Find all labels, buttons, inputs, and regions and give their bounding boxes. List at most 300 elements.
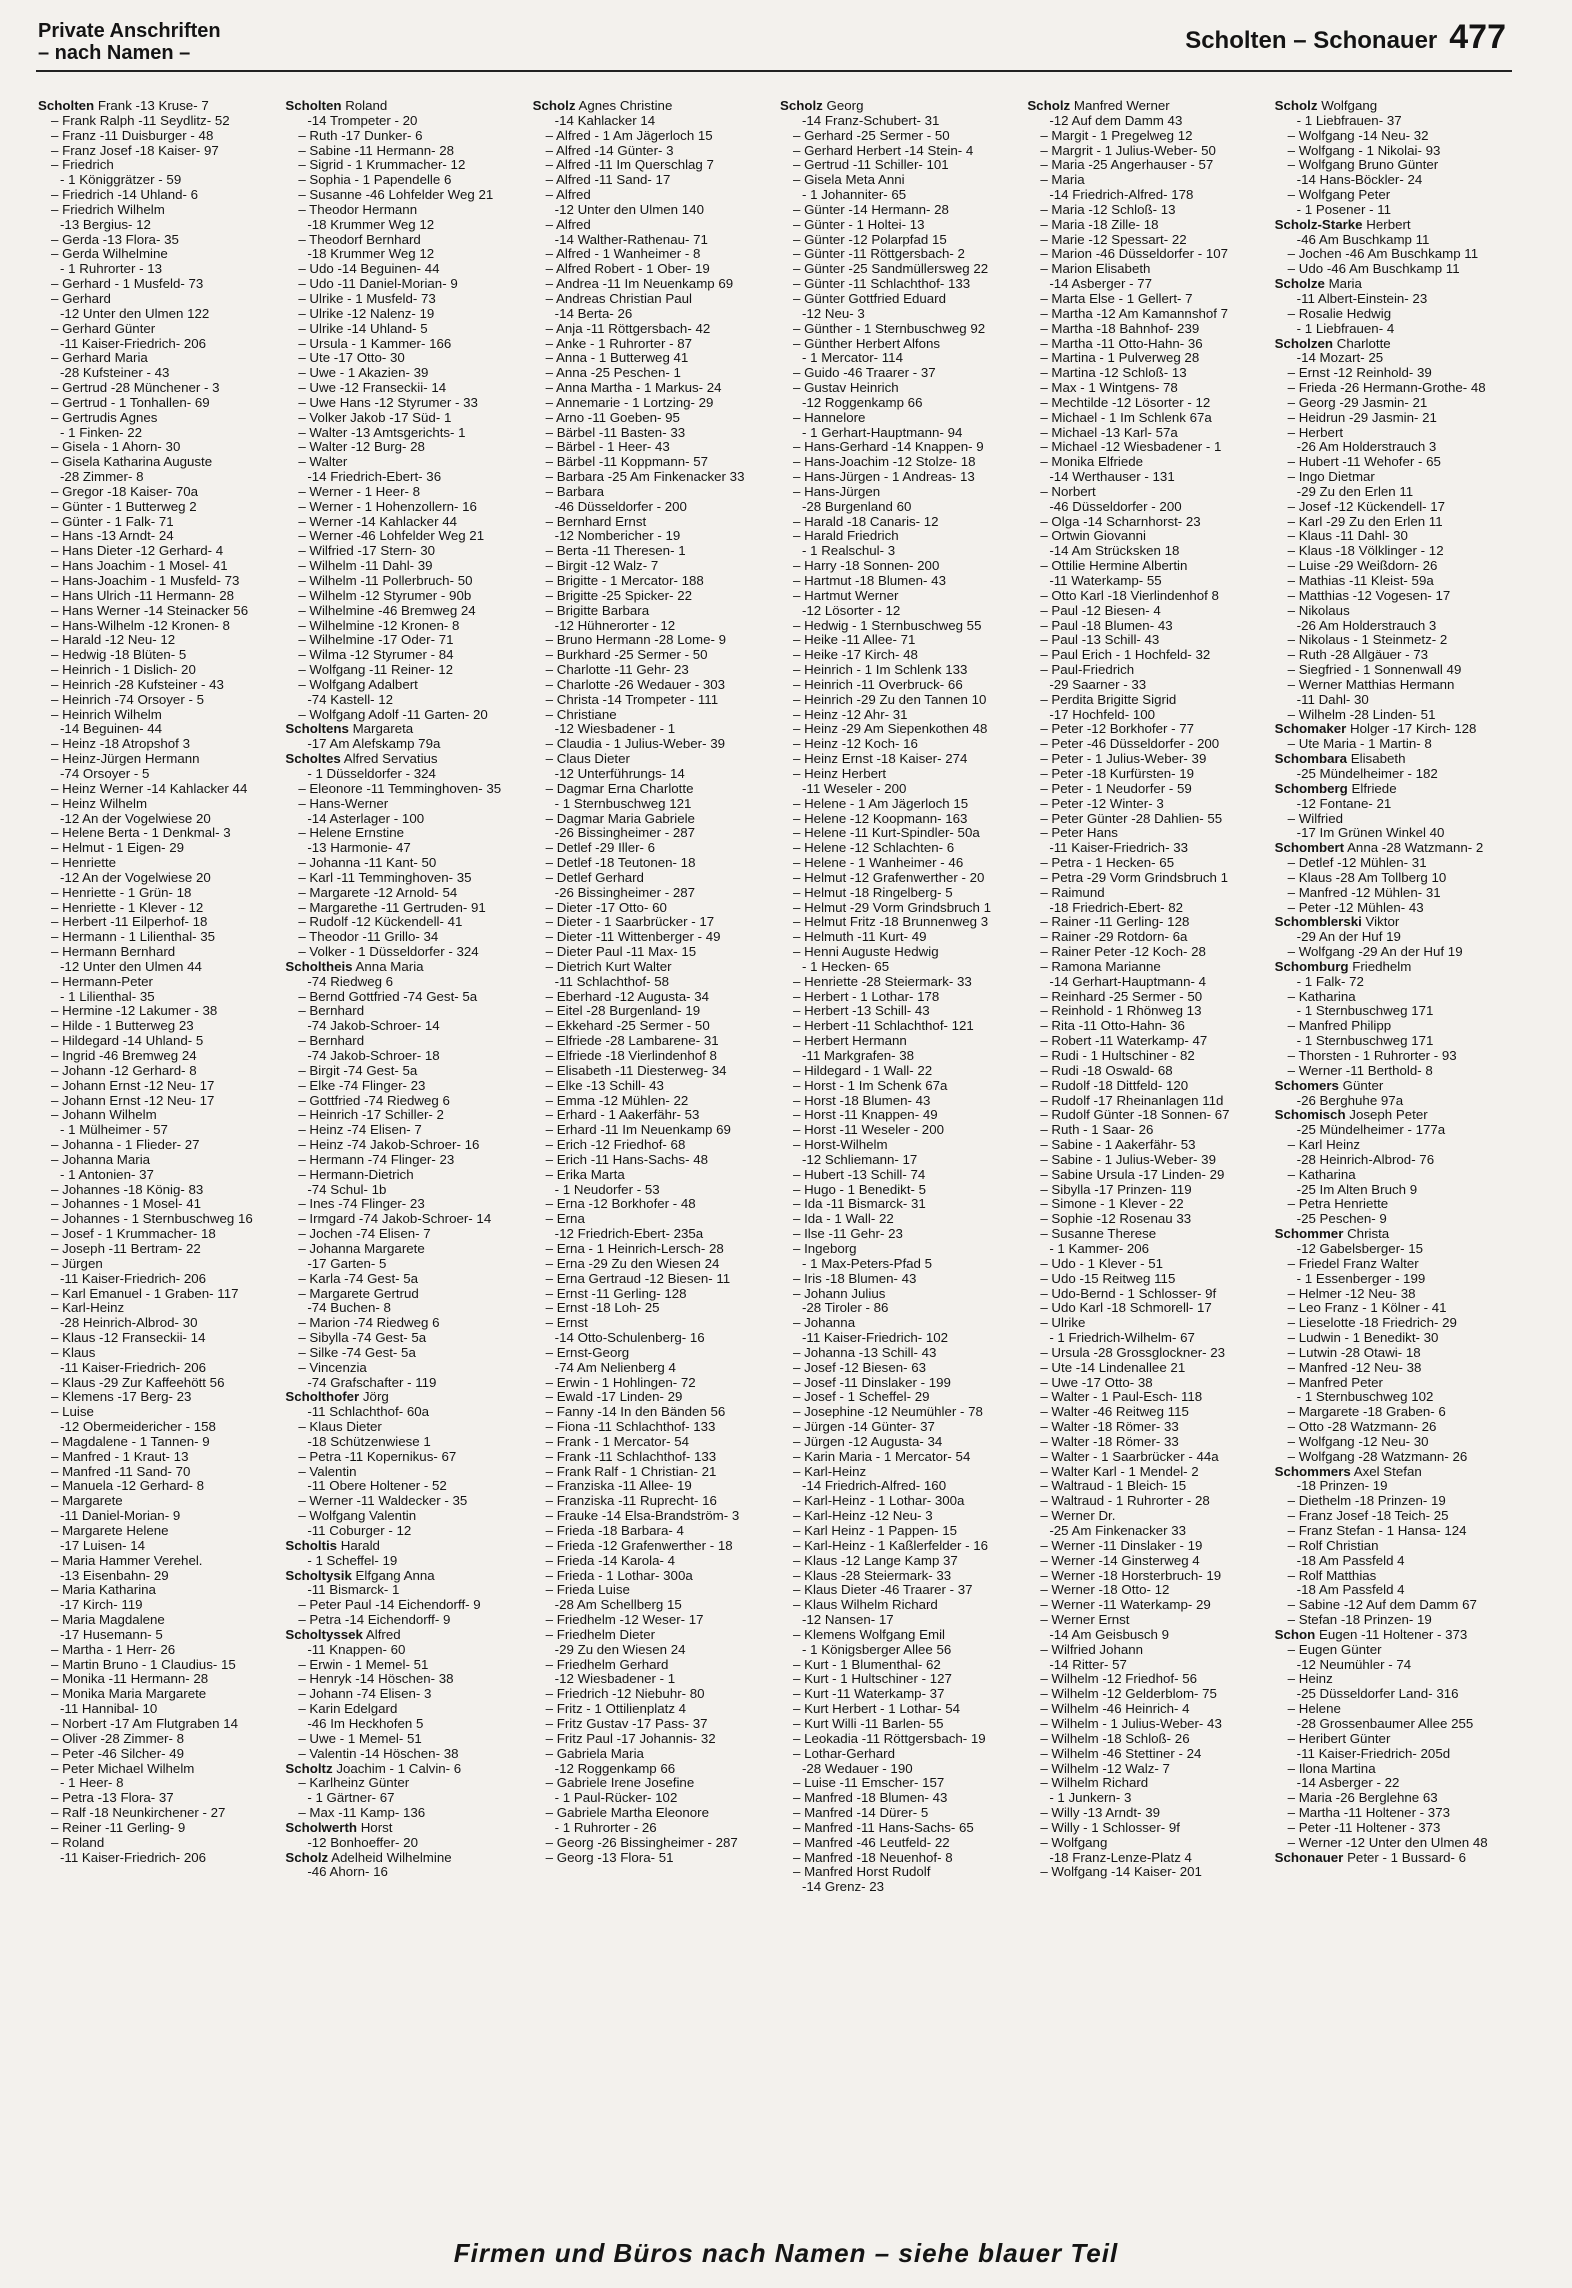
page-number: 477	[1449, 18, 1506, 56]
address-continuation-line: -11 Schlachthof- 58	[554, 973, 669, 989]
entry-line: – Rainer -29 Rotdorn- 6a	[1040, 929, 1188, 945]
entry-line: – Barbara -25 Am Finkenacker 33	[545, 469, 745, 485]
entry-line: – Wilhelm -46 Heinrich- 4	[1040, 1701, 1190, 1717]
entry-line: – Mechtilde -12 Lösorter - 12	[1040, 394, 1211, 410]
entry-line: – Rudolf -18 Dittfeld- 120	[1040, 1077, 1189, 1093]
entry-line: – Günter - 1 Butterweg 2	[51, 498, 197, 514]
entry-line: – Christa -14 Trompeter - 111	[545, 691, 719, 707]
entry-line: – Uwe -17 Otto- 38	[1040, 1374, 1153, 1390]
page-header-left	[38, 20, 221, 64]
entry-line: – Erich -12 Friedhof- 68	[545, 1137, 686, 1153]
entry-line: – Manfred -11 Hans-Sachs- 65	[792, 1819, 974, 1835]
entry-line: – Franz -11 Duisburger - 48	[51, 127, 214, 143]
entry-line: – Helmut - 1 Eigen- 29	[51, 840, 185, 856]
entry-line: – Georg -29 Jasmin- 21	[1287, 394, 1428, 410]
entry-line: – Jürgen -12 Augusta- 34	[792, 1433, 943, 1449]
entry-headword-line	[533, 99, 772, 114]
entry-line: – Georg -13 Flora- 51	[545, 1849, 674, 1865]
entry-line: – Karl Emanuel - 1 Graben- 117	[51, 1285, 239, 1301]
entry-line: – Vincenzia	[298, 1359, 367, 1375]
address-continuation-line: - 1 Königgrätzer - 59	[60, 172, 182, 188]
entry-line: – Ludwin - 1 Benedikt- 30	[1287, 1330, 1439, 1346]
entry-line: – Katharina	[1287, 988, 1356, 1004]
entry-line: – Katharina	[1287, 1166, 1356, 1182]
address-continuation-line: -11 Kaiser-Friedrich- 205d	[1296, 1745, 1451, 1761]
entry-line: – Fiona -11 Schlachthof- 133	[545, 1419, 716, 1435]
entry-line: – Friedhelm Dieter	[545, 1626, 656, 1642]
entry-line: – Erna - 1 Heinrich-Lersch- 28	[545, 1240, 724, 1256]
entry-line: – Klemens Wolfgang Emil	[792, 1626, 945, 1642]
entry-line: – Nikolaus	[1287, 602, 1350, 618]
entry-line: – Reinhold - 1 Rhönweg 13	[1040, 1003, 1202, 1019]
surname-heading: Scholz	[285, 1849, 329, 1865]
entry-line: – Sabine Ursula -17 Linden- 29	[1040, 1166, 1225, 1182]
entry-line: – Dieter -17 Otto- 60	[545, 899, 667, 915]
entry-line: – Erna	[545, 1211, 585, 1227]
entry-line: – Ulrike	[1040, 1315, 1086, 1331]
address-continuation-line: -14 Ritter- 57	[1049, 1656, 1127, 1672]
address-continuation-line: -12 Fontane- 21	[1296, 795, 1392, 811]
address-continuation-line: -74 Jakob-Schroer- 18	[307, 1048, 440, 1063]
entry-line: – Josef - 1 Krummacher- 18	[51, 1226, 216, 1242]
entry-text: Adelheid Wilhelmine	[331, 1849, 452, 1865]
entry-line: – Petra -11 Kopernikus- 67	[298, 1448, 457, 1464]
entry-text: Christa	[1347, 1226, 1390, 1242]
address-continuation-line: -12 Lösorter - 12	[801, 602, 901, 618]
directory-column-5	[1027, 99, 1266, 2229]
entry-line: – Johannes - 1 Sternbuschweg 16	[51, 1211, 253, 1227]
entry-line: – Volker Jakob -17 Süd- 1	[298, 409, 452, 425]
entry-line: – Elke -74 Flinger- 23	[298, 1077, 426, 1093]
entry-line: – Heribert Günter	[1287, 1730, 1391, 1746]
surname-heading: Scholtens	[285, 721, 349, 737]
entry-line: – Friedrich -12 Niebuhr- 80	[545, 1686, 705, 1702]
address-continuation-line: -26 Bissingheimer - 287	[554, 825, 696, 841]
entry-line: – Henryk -14 Höschen- 38	[298, 1671, 454, 1687]
entry-line: – Harald Friedrich	[792, 528, 899, 544]
entry-line: – Hans-Jürgen - 1 Andreas- 13	[792, 469, 975, 485]
entry-line: – Hugo - 1 Benedikt- 5	[792, 1181, 927, 1197]
entry-line: – Karl-Heinz - 1 Lothar- 300a	[792, 1493, 965, 1509]
entry-line: – Klaus -12 Franseckii- 14	[51, 1330, 206, 1346]
entry-line: – Andrea -11 Im Neuenkamp 69	[545, 276, 734, 292]
entry-line: – Wolfgang -28 Watzmann- 26	[1287, 1448, 1468, 1464]
entry-line: – Helene -12 Koopmann- 163	[792, 810, 968, 826]
entry-line: – Peter -12 Mühlen- 43	[1287, 899, 1424, 915]
entry-line: – Gertrud -11 Schiller- 101	[792, 157, 949, 173]
entry-line: – Peter -46 Silcher- 49	[51, 1745, 185, 1761]
address-continuation-line: -13 Eisenbahn- 29	[60, 1567, 169, 1583]
address-continuation-line: - 1 Königsberger Allee 56	[801, 1641, 952, 1657]
entry-line: – Wolfgang -14 Kaiser- 201	[1040, 1864, 1202, 1880]
address-continuation-line: -18 Prinzen- 19	[1296, 1478, 1388, 1494]
entry-line: – Lieselotte -18 Friedrich- 29	[1287, 1315, 1457, 1331]
entry-line: – Heinrich - 1 Dislich- 20	[51, 662, 196, 678]
entry-line: – Martina - 1 Pulverweg 28	[1040, 350, 1200, 366]
entry-line: – Hans Werner -14 Steinacker 56	[51, 602, 249, 618]
entry-line: – Uwe Hans -12 Styrumer - 33	[298, 394, 478, 410]
address-continuation-line: -12 Schliemann- 17	[801, 1151, 918, 1167]
entry-line: – Luise	[51, 1404, 94, 1420]
entry-line: – Werner - 1 Heer- 8	[298, 483, 421, 499]
entry-line: – Udo -15 Reitweg 115	[1040, 1270, 1176, 1286]
entry-line: – Bernhard	[298, 1033, 365, 1049]
entry-line: – Peter -12 Borkhofer - 77	[1040, 721, 1195, 737]
address-continuation-line: -14 Am Strücksken 18	[1049, 543, 1180, 559]
entry-line: – Heinrich -74 Orsoyer - 5	[51, 691, 204, 707]
entry-line: – Bärbel -11 Basten- 33	[545, 424, 686, 440]
entry-line: – Helene -12 Schlachten- 6	[792, 840, 955, 856]
entry-line: – Wolfgang Bruno Günter	[1287, 157, 1439, 173]
entry-line: – Manfred Horst Rudolf	[792, 1864, 931, 1880]
address-continuation-line: -11 Schlachthof- 60a	[307, 1404, 430, 1420]
entry-line: – Gisela Meta Anni	[792, 172, 905, 188]
entry-line: – Hermann-Peter	[51, 973, 153, 989]
entry-line: – Erwin - 1 Memel- 51	[298, 1656, 429, 1672]
entry-line: – Ernst -12 Reinhold- 39	[1287, 365, 1432, 381]
entry-line: – Gregor -18 Kaiser- 70a	[51, 483, 199, 499]
entry-line: – Elfriede -18 Vierlindenhof 8	[545, 1048, 717, 1063]
entry-line: – Gertrudis Agnes	[51, 409, 158, 425]
entry-line: – Horst -11 Knappen- 49	[792, 1107, 938, 1123]
entry-text: Peter - 1 Bussard- 6	[1347, 1849, 1467, 1865]
address-continuation-line: -11 Obere Holtener - 52	[307, 1478, 447, 1494]
entry-line: – Birgit -12 Walz- 7	[545, 558, 659, 574]
entry-line: – Paul -13 Schill- 43	[1040, 632, 1160, 648]
entry-line: – Klaus -29 Zur Kaffeehött 56	[51, 1374, 225, 1390]
entry-line: – Gerhard Herbert -14 Stein- 4	[792, 142, 974, 158]
address-continuation-line: -29 Zu den Erlen 11	[1296, 483, 1414, 499]
entry-line: – Wilhelmine -46 Bremweg 24	[298, 602, 476, 618]
entry-line: – Herbert	[1287, 424, 1344, 440]
entry-line: – Ulrike -12 Nalenz- 19	[298, 305, 435, 321]
address-continuation-line: -14 Berta- 26	[554, 305, 633, 321]
surname-heading: Schomers	[1274, 1077, 1339, 1093]
entry-line: – Frank - 1 Mercator- 54	[545, 1433, 690, 1449]
entry-line: – Peter Michael Wilhelm	[51, 1760, 195, 1776]
address-continuation-line: -74 Orsoyer - 5	[60, 765, 150, 781]
entry-line: – Manfred Peter	[1287, 1374, 1383, 1390]
entry-line: – Udo Karl -18 Schmorell- 17	[1040, 1300, 1212, 1316]
entry-line: – Harry -18 Sonnen- 200	[792, 558, 940, 574]
address-continuation-line: -14 Asberger - 77	[1049, 276, 1153, 292]
entry-line: – Heinz Wilhelm	[51, 795, 148, 811]
entry-line: – Heinz -18 Atropshof 3	[51, 736, 190, 752]
entry-line: – Maria Katharina	[51, 1582, 156, 1598]
entry-line: – Peter - 1 Julius-Weber- 39	[1040, 751, 1207, 767]
entry-line: – Ernst	[545, 1315, 588, 1331]
entry-line: – Bernhard Ernst	[545, 513, 647, 529]
entry-line: – Josef -12 Kückendell- 17	[1287, 498, 1446, 514]
entry-line: – Anna - 1 Butterweg 41	[545, 350, 689, 366]
address-continuation-line: -14 Friedrich-Alfred- 160	[801, 1478, 947, 1494]
address-continuation-line: - 1 Sternbuschweg 102	[1296, 1389, 1434, 1405]
address-continuation-line: -14 Walther-Rathenau- 71	[554, 231, 708, 247]
entry-line: – Hans-Gerhard -14 Knappen- 9	[792, 439, 984, 455]
entry-line: – Werner -11 Berthold- 8	[1287, 1062, 1433, 1078]
address-continuation-line: -14 Trompeter - 20	[307, 112, 418, 128]
entry-line: – Berta -11 Theresen- 1	[545, 543, 686, 559]
entry-line: – Frieda - 1 Lothar- 300a	[545, 1567, 693, 1583]
entry-line: – Irmgard -74 Jakob-Schroer- 14	[298, 1211, 492, 1227]
entry-headword-line	[1275, 1079, 1514, 1094]
entry-text: Günter	[1342, 1077, 1384, 1093]
entry-line: – Manfred -12 Mühlen- 31	[1287, 884, 1441, 900]
entry-line: – Marion -46 Düsseldorfer - 107	[1040, 246, 1229, 262]
entry-line: – Udo -46 Am Buschkamp 11	[1287, 261, 1460, 277]
address-continuation-line: -11 Daniel-Morian- 9	[60, 1508, 181, 1524]
entry-line: – Leokadia -11 Röttgersbach- 19	[792, 1730, 986, 1746]
entry-line: – Erhard - 1 Aakerfähr- 53	[545, 1107, 700, 1123]
entry-line: – Otto Karl -18 Vierlindenhof 8	[1040, 587, 1219, 603]
entry-line: – Willy -13 Arndt- 39	[1040, 1805, 1161, 1821]
entry-line: – Wilhelmine -17 Oder- 71	[298, 632, 454, 648]
entry-line: – Alfred - 1 Am Jägerloch 15	[545, 127, 713, 143]
entry-line: – Elisabeth -11 Diesterweg- 34	[545, 1062, 727, 1078]
entry-line: – Georg -26 Bissingheimer - 287	[545, 1834, 738, 1850]
entry-line: – Werner -14 Ginsterweg 4	[1040, 1552, 1200, 1568]
entry-line: – Werner Ernst	[1040, 1612, 1130, 1628]
entry-line: – Brigitte - 1 Mercator- 188	[545, 573, 704, 588]
entry-line: – Detlef -29 Iller- 6	[545, 840, 656, 856]
address-continuation-line: -14 Grenz- 23	[801, 1879, 885, 1895]
address-continuation-line: - 1 Gärtner- 67	[307, 1790, 395, 1806]
entry-text: Alfred Servatius	[343, 751, 438, 767]
entry-line: – Wilhelm -12 Styrumer - 90b	[298, 587, 472, 603]
address-continuation-line: -25 Mündelheimer - 182	[1296, 765, 1438, 781]
entry-line: – Heinrich -28 Kufsteiner - 43	[51, 676, 224, 692]
address-continuation-line: -14 Werthauser - 131	[1049, 469, 1175, 485]
entry-line: – Martha -18 Bahnhof- 239	[1040, 320, 1200, 336]
entry-line: – Margarete Helene	[51, 1523, 169, 1538]
surname-heading: Schonauer	[1274, 1849, 1344, 1865]
entry-line: – Horst -18 Blumen- 43	[792, 1092, 931, 1108]
entry-line: – Helmer -12 Neu- 38	[1287, 1285, 1416, 1301]
entry-headword-line	[285, 960, 524, 975]
entry-line: – Karl -11 Temminghoven- 35	[298, 869, 472, 885]
entry-line: – Wilhelm -12 Walz- 7	[1040, 1760, 1170, 1776]
entry-line: – Karlheinz Günter	[298, 1775, 410, 1791]
entry-line: – Margarethe -11 Gertruden- 91	[298, 899, 486, 915]
entry-line: – Detlef Gerhard	[545, 869, 644, 885]
entry-line: – Helmut -18 Ringelberg- 5	[792, 884, 953, 900]
entry-line: – Kurt Herbert - 1 Lothar- 54	[792, 1701, 961, 1717]
address-continuation-line: -12 Wiesbadener - 1	[554, 721, 676, 737]
entry-line: – Günter -11 Schlachthof- 133	[792, 276, 971, 292]
entry-line: – Gottfried -74 Riedweg 6	[298, 1092, 450, 1108]
entry-line: – Ruth -28 Allgäuer - 73	[1287, 647, 1429, 663]
entry-line: – Johann Ernst -12 Neu- 17	[51, 1077, 215, 1093]
entry-line: – Karl Heinz - 1 Pappen- 15	[792, 1523, 958, 1538]
footer-note: Firmen und Büros nach Namen – siehe blauer Teil	[453, 2238, 1119, 2268]
entry-line: – Walter -46 Reitweg 115	[1040, 1404, 1189, 1420]
address-continuation-line: -12 Neu- 3	[801, 305, 865, 321]
entry-line: – Herbert -13 Schill- 43	[792, 1003, 930, 1019]
entry-line: – Werner -12 Unter den Ulmen 48	[1287, 1834, 1488, 1850]
entry-line: – Detlef -12 Mühlen- 31	[1287, 855, 1427, 871]
entry-line: – Heinrich -17 Schiller- 2	[298, 1107, 444, 1123]
entry-line: – Gerhard	[51, 290, 111, 306]
directory-column-1	[38, 99, 277, 2229]
entry-line: – Hilde - 1 Butterweg 23	[51, 1018, 194, 1034]
entry-line: – Udo-Bernd - 1 Schlosser- 9f	[1040, 1285, 1217, 1301]
entry-line: – Maria Hammer Verehel.	[51, 1552, 203, 1568]
entry-line: – Wilfried	[1287, 810, 1344, 826]
entry-line: – Maria -12 Schloß- 13	[1040, 201, 1176, 217]
entry-line: – Ekkehard -25 Sermer - 50	[545, 1018, 710, 1034]
address-continuation-line: -12 Roggenkamp 66	[801, 394, 923, 410]
surname-heading: Scholz	[779, 99, 823, 113]
entry-line: – Werner -46 Lohfelder Weg 21	[298, 528, 485, 544]
entry-headword-line	[1275, 915, 1514, 930]
entry-line: – Johann Julius	[792, 1285, 886, 1301]
entry-line: – Diethelm -18 Prinzen- 19	[1287, 1493, 1446, 1509]
entry-line: – Manfred -14 Dürer- 5	[792, 1805, 929, 1821]
entry-line: – Valentin	[298, 1463, 357, 1479]
entry-line: – Werner -11 Dinslaker - 19	[1040, 1537, 1203, 1553]
entry-line: – Ilse -11 Gehr- 23	[792, 1226, 903, 1242]
entry-line: – Hildegard - 1 Wall- 22	[792, 1062, 933, 1078]
entry-line: – Martha - 1 Herr- 26	[51, 1641, 176, 1657]
entry-line: – Wilhelm -46 Stettiner - 24	[1040, 1745, 1202, 1761]
address-continuation-line: -25 Am Finkenacker 33	[1049, 1523, 1187, 1538]
entry-line: – Rainer Peter -12 Koch- 28	[1040, 944, 1206, 960]
entry-line: – Wilhelm -12 Friedhof- 56	[1040, 1671, 1197, 1687]
address-continuation-line: -17 Im Grünen Winkel 40	[1296, 825, 1445, 841]
entry-line: – Gabriele Martha Eleonore	[545, 1805, 710, 1821]
entry-line: – Maria Magdalene	[51, 1612, 165, 1628]
surname-heading: Scholtis	[285, 1537, 338, 1553]
entry-line: – Manfred -46 Leutfeld- 22	[792, 1834, 950, 1850]
surname-heading: Schomburg	[1274, 958, 1349, 974]
address-continuation-line: - 1 Ruhrorter - 26	[554, 1819, 657, 1835]
directory-columns	[38, 99, 1514, 2229]
entry-line: – Rudolf Günter -18 Sonnen- 67	[1040, 1107, 1230, 1123]
entry-line: – Hermann -74 Flinger- 23	[298, 1151, 455, 1167]
entry-line: – Kurt -11 Waterkamp- 37	[792, 1686, 945, 1702]
entry-line: – Luise -11 Emscher- 157	[792, 1775, 945, 1791]
entry-headword-line	[1275, 752, 1514, 767]
entry-line: – Magdalene - 1 Tannen- 9	[51, 1433, 210, 1449]
entry-line: – Claus Dieter	[545, 751, 630, 767]
entry-line: – Martin Bruno - 1 Claudius- 15	[51, 1656, 236, 1672]
page-header-right	[1185, 18, 1506, 57]
entry-line: – Theodorf Bernhard	[298, 231, 421, 247]
entry-line: – Franziska -11 Allee- 19	[545, 1478, 692, 1494]
entry-line: – Friedrich -14 Uhland- 6	[51, 187, 199, 203]
entry-line: – Sibylla -17 Prinzen- 119	[1040, 1181, 1192, 1197]
entry-line: – Kurt - 1 Hultschiner - 127	[792, 1671, 952, 1687]
entry-line: – Wolfgang Adolf -11 Garten- 20	[298, 706, 488, 722]
address-continuation-line: -18 Friedrich-Ebert- 82	[1049, 899, 1184, 915]
entry-line: – Manuela -12 Gerhard- 8	[51, 1478, 204, 1494]
entry-line: – Klaus -11 Dahl- 30	[1287, 528, 1408, 544]
address-continuation-line: - 1 Realschul- 3	[801, 543, 896, 559]
entry-line: – Franz Stefan - 1 Hansa- 124	[1287, 1523, 1467, 1538]
entry-line: – Günther - 1 Sternbuschweg 92	[792, 320, 986, 336]
entry-line: – Sabine -12 Auf dem Damm 67	[1287, 1597, 1477, 1613]
entry-line: – Marion -74 Riedweg 6	[298, 1315, 440, 1331]
address-continuation-line: -14 Mozart- 25	[1296, 350, 1384, 366]
entry-line: – Monika -11 Hermann- 28	[51, 1671, 209, 1687]
entry-line: – Hans Dieter -12 Gerhard- 4	[51, 543, 224, 559]
entry-line: – Charlotte -26 Wedauer - 303	[545, 676, 726, 692]
entry-line: – Josef -11 Dinslaker - 199	[792, 1374, 951, 1390]
entry-line: – Heinz Ernst -18 Kaiser- 274	[792, 751, 968, 767]
entry-line: – Theodor -11 Grillo- 34	[298, 929, 439, 945]
entry-line: – Johanna - 1 Flieder- 27	[51, 1137, 200, 1153]
entry-line: – Eugen Günter	[1287, 1641, 1382, 1657]
address-continuation-line: -74 Kastell- 12	[307, 691, 394, 707]
entry-line: – Bruno Hermann -28 Lome- 9	[545, 632, 726, 648]
entry-line: – Günter Gottfried Eduard	[792, 290, 946, 306]
address-continuation-line: -28 Heinrich-Albrod- 30	[60, 1315, 198, 1331]
entry-line: – Erika Marta	[545, 1166, 625, 1182]
entry-line: – Jochen -74 Elisen- 7	[298, 1226, 431, 1242]
entry-line: – Martha -11 Otto-Hahn- 36	[1040, 335, 1203, 351]
entry-headword-line	[1275, 1628, 1514, 1643]
entry-line: – Manfred - 1 Kraut- 13	[51, 1448, 189, 1464]
entry-line: – Alfred	[545, 216, 591, 232]
address-continuation-line: -12 Friedrich-Ebert- 235a	[554, 1226, 704, 1242]
entry-line: – Ursula -28 Grossglockner- 23	[1040, 1344, 1226, 1360]
surname-heading: Schommers	[1274, 1463, 1351, 1479]
entry-line: – Valentin -14 Höschen- 38	[298, 1745, 459, 1761]
entry-line: – Heinrich - 1 Im Schlenk 133	[792, 662, 968, 678]
address-continuation-line: -11 Kaiser-Friedrich- 33	[1049, 840, 1188, 856]
entry-line: – Petra -29 Vorm Grindsbruch 1	[1040, 869, 1229, 885]
address-continuation-line: -11 Waterkamp- 55	[1049, 573, 1162, 588]
entry-line: – Hermann Bernhard	[51, 944, 176, 960]
entry-line: – Helene - 1 Am Jägerloch 15	[792, 795, 969, 811]
address-continuation-line: -17 Luisen- 14	[60, 1537, 146, 1553]
entry-line: – Johann Ernst -12 Neu- 17	[51, 1092, 215, 1108]
surname-heading: Scholwerth	[285, 1819, 357, 1835]
entry-line: – Heidrun -29 Jasmin- 21	[1287, 409, 1437, 425]
entry-line: – Dieter -11 Wittenberger - 49	[545, 929, 721, 945]
entry-line: – Hildegard -14 Uhland- 5	[51, 1033, 204, 1049]
entry-line: – Klaus	[51, 1344, 96, 1360]
entry-line: – Frieda -12 Grafenwerther - 18	[545, 1537, 733, 1553]
address-continuation-line: -12 Obermeidericher - 158	[60, 1419, 216, 1435]
entry-line: – Hartmut -18 Blumen- 43	[792, 573, 946, 588]
address-continuation-line: - 1 Essenberger - 199	[1296, 1270, 1426, 1286]
entry-line: – Otto -28 Watzmann- 26	[1287, 1419, 1437, 1435]
entry-line: – Marie -12 Spessart- 22	[1040, 231, 1187, 247]
entry-headword-line	[285, 1539, 524, 1554]
address-continuation-line: - 1 Mülheimer - 57	[60, 1122, 168, 1138]
entry-line: – Ralf -18 Neunkirchener - 27	[51, 1805, 226, 1821]
entry-line: – Ewald -17 Linden- 29	[545, 1389, 683, 1405]
entry-line: – Werner -11 Waterkamp- 29	[1040, 1597, 1211, 1613]
entry-line: – Gerhard - 1 Musfeld- 73	[51, 276, 204, 292]
entry-line: – Klaus -28 Am Tollberg 10	[1287, 869, 1447, 885]
entry-line: – Margit - 1 Pregelweg 12	[1040, 127, 1193, 143]
entry-line: – Dagmar Erna Charlotte	[545, 780, 694, 796]
entry-line: – Heinz Werner -14 Kahlacker 44	[51, 780, 248, 796]
entry-line: – Martha -11 Holtener - 373	[1287, 1805, 1450, 1821]
entry-line: – Manfred -18 Blumen- 43	[792, 1790, 948, 1806]
address-continuation-line: -28 Wedauer - 190	[801, 1760, 913, 1776]
entry-line: – Karin Maria - 1 Mercator- 54	[792, 1448, 971, 1464]
entry-line: – Helene Ernstine	[298, 825, 405, 841]
address-continuation-line: -12 Hühnerorter - 12	[554, 617, 676, 633]
directory-column-4	[780, 99, 1019, 2229]
entry-line: – Henriette - 1 Grün- 18	[51, 884, 192, 900]
address-continuation-line: -14 Kahlacker 14	[554, 112, 656, 128]
entry-line: – Peter -11 Holtener - 373	[1287, 1819, 1441, 1835]
address-continuation-line: -29 Saarner - 33	[1049, 676, 1147, 692]
